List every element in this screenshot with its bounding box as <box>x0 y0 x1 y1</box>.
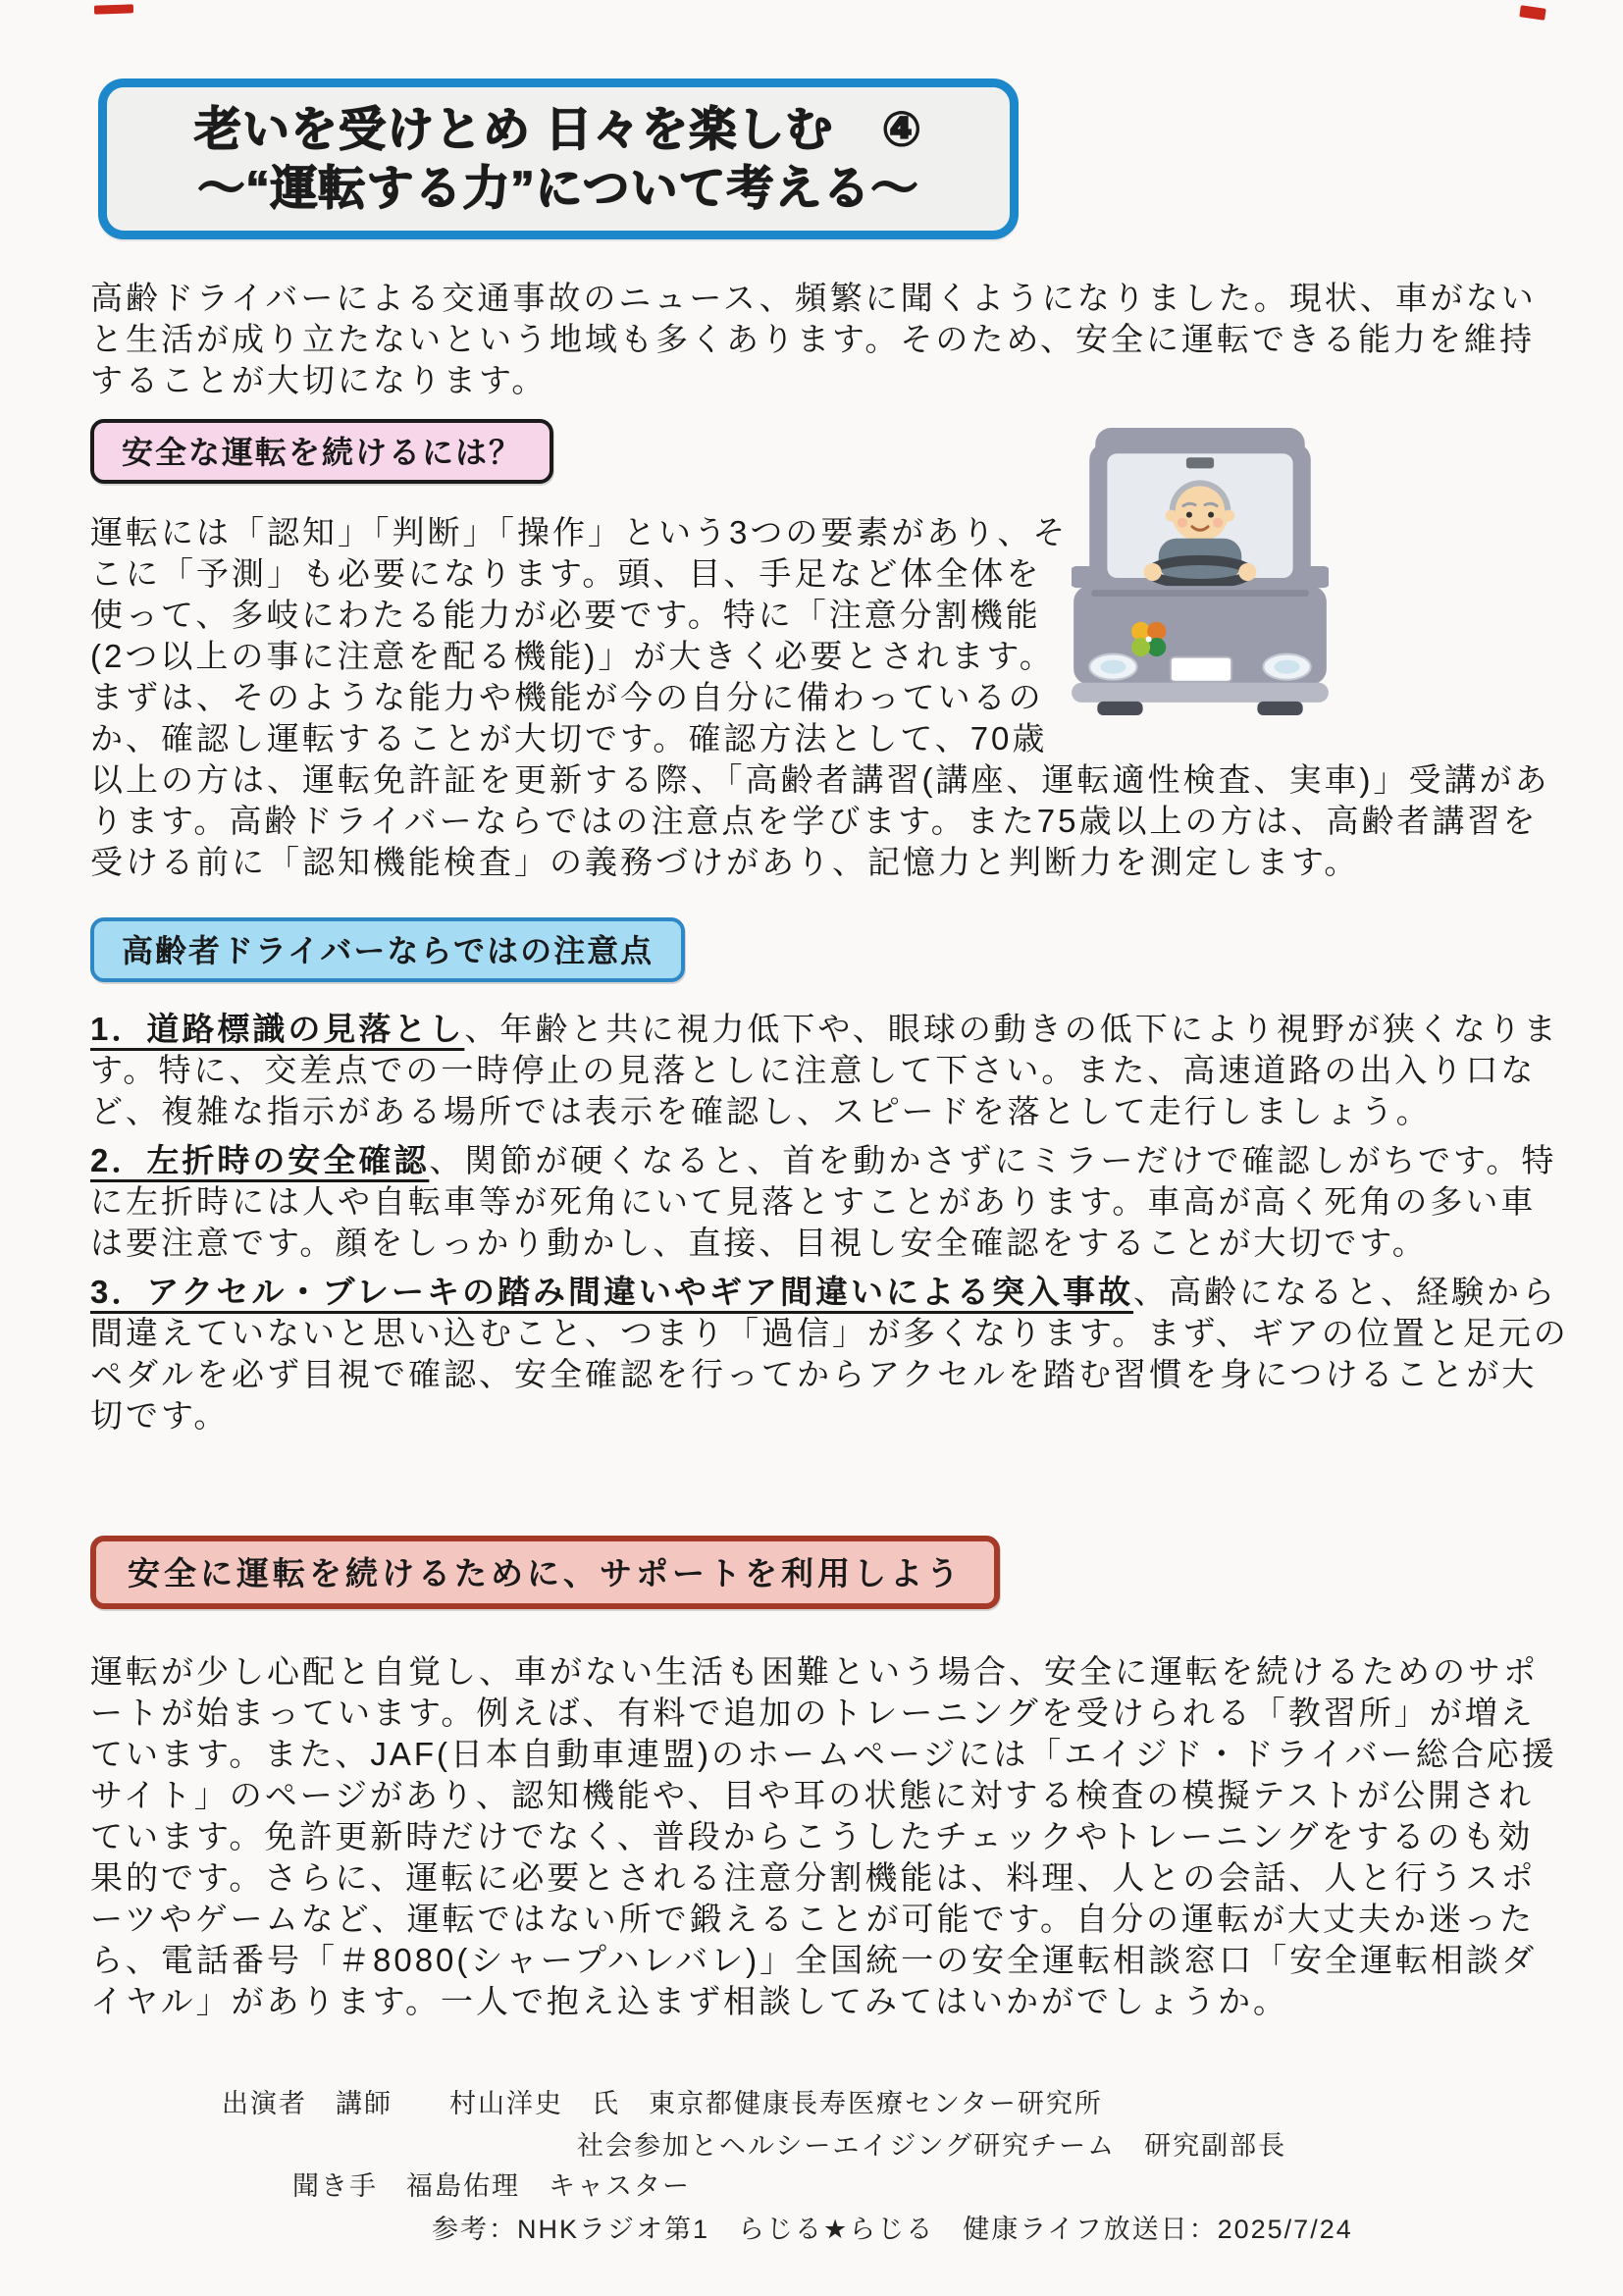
note-lead-1: 1．道路標識の見落とし <box>90 1011 465 1047</box>
page-title-line1: 老いを受けとめ 日々を楽しむ ④ <box>194 104 922 156</box>
note-lead-2: 2．左折時の安全確認 <box>90 1142 430 1178</box>
credits-line-3: 聞き手 福島佑理 キャスター <box>292 2171 691 2201</box>
note-body-3: 、高齢になると、経験から間違えていないと思い込むこと、つまり「過信」が多くなります。まず、ギアの位置と足元のペダルを必ず目視で確認、安全確認を行ってからアクセルを踏む習慣を身につけることが大切です。 <box>90 1274 1569 1434</box>
intro-paragraph: 高齢ドライバーによる交通事故のニュース、頻繁に聞くようになりました。現状、車がないと生活が成り立たないという地域も多くあります。そのため、安全に運転できる能力を維持することが大切になります。 <box>90 280 1537 398</box>
heading-support: 安全に運転を続けるために、サポートを利用しよう <box>90 1536 1000 1609</box>
support-paragraph: 運転が少し心配と自覚し、車がない生活も困難という場合、安全に運転を続けるためのサポートが始まっています。例えば、有料で追加のトレーニングを受けられる「教習所」が増えています。また、JAF(日本自動車連盟)のホームページには「エイジド・ドライバー総合応援サイト」のページがあり、認知機能や、目や耳の状態に対する検査の模擬テストが公開されています。免許更新時だけでなく、普段からこうしたチェックやトレーニングをするのも効果的です。さらに、運転に必要とされる注意分割機能は、料理、人との会話、人と行うスポーツやゲームなど、運転ではない所で鍛えることが可能です。自分の運転が大丈夫か迷ったら、電話番号「＃8080(シャープハレバレ)」全国統一の安全運転相談窓口「安全運転相談ダイヤル」があります。一人で抱え込まず相談してみてはいかがでしょうか。 <box>90 1653 1557 2019</box>
scan-mark-top-left <box>94 4 133 14</box>
page-title-line2: ～“運転する力”について考える～ <box>197 163 919 215</box>
note-body-1: 、年齢と共に視力低下や、眼球の動きの低下により視野が狭くなります。特に、交差点での一時停止の見落としに注意して下さい。また、高速道路の出入り口など、複雑な指示がある場所では表示を確認し、スピードを落として走行しましょう。 <box>90 1011 1559 1129</box>
elderly-driver-car-illustration <box>1072 422 1329 718</box>
reference-line: 参考：NHKラジオ第1 らじる★らじる 健康ライフ放送日：2025/7/24 <box>432 2215 1353 2244</box>
credits-line-1: 出演者 講師 村山洋史 氏 東京都健康長寿医療センター研究所 <box>222 2089 1103 2118</box>
note-item-3 <box>90 1272 1570 1436</box>
page-title-box <box>98 78 1019 239</box>
note-lead-3: 3．アクセル・ブレーキの踏み間違いやギア間違いによる突入事故 <box>90 1274 1134 1310</box>
heading-safe-driving: 安全な運転を続けるには？ <box>90 419 553 484</box>
safe-driving-paragraph: 運転には「認知」「判断」「操作」という3つの要素があり、そこに「予測」も必要になります。頭、目、手足など体全体を使って、多岐にわたる能力が必要です。特に「注意分割機能(2つ以上の事に注意を配る機能)」が大きく必要とされます。まずは、そのような能力や機能が今の自分に備わっているのか、確認し運転することが大切です。確認方法として、70歳以上の方は、運転免許証を更新する際、「高齢者講習(講座、運転適性検査、実車)」受講があります。高齢ドライバーならではの注意点を学びます。また75歳以上の方は、高齢者講習を受ける前に「認知機能検査」の義務づけがあり、記憶力と判断力を測定します。 <box>90 514 1550 880</box>
caution-points-list <box>90 1009 1570 1444</box>
credits-line-2: 社会参加とヘルシーエイジング研究チーム 研究副部長 <box>577 2131 1287 2161</box>
heading-caution-points: 高齢者ドライバーならではの注意点 <box>90 917 685 982</box>
note-item-2 <box>90 1140 1570 1264</box>
koreisha-mark-clover-icon <box>1131 622 1166 656</box>
note-item-1 <box>90 1009 1570 1132</box>
elderly-driver-illustration <box>1072 512 1562 720</box>
scan-mark-top-right <box>1519 5 1545 21</box>
safe-driving-section <box>90 512 1562 883</box>
note-body-2: 、関節が硬くなると、首を動かさずにミラーだけで確認しがちです。特に左折時には人や自転車等が死角にいて見落とすことがあります。車高が高く死角の多い車は要注意です。顔をしっかり動かし、直接、目視し安全確認をすることが大切です。 <box>90 1142 1557 1261</box>
